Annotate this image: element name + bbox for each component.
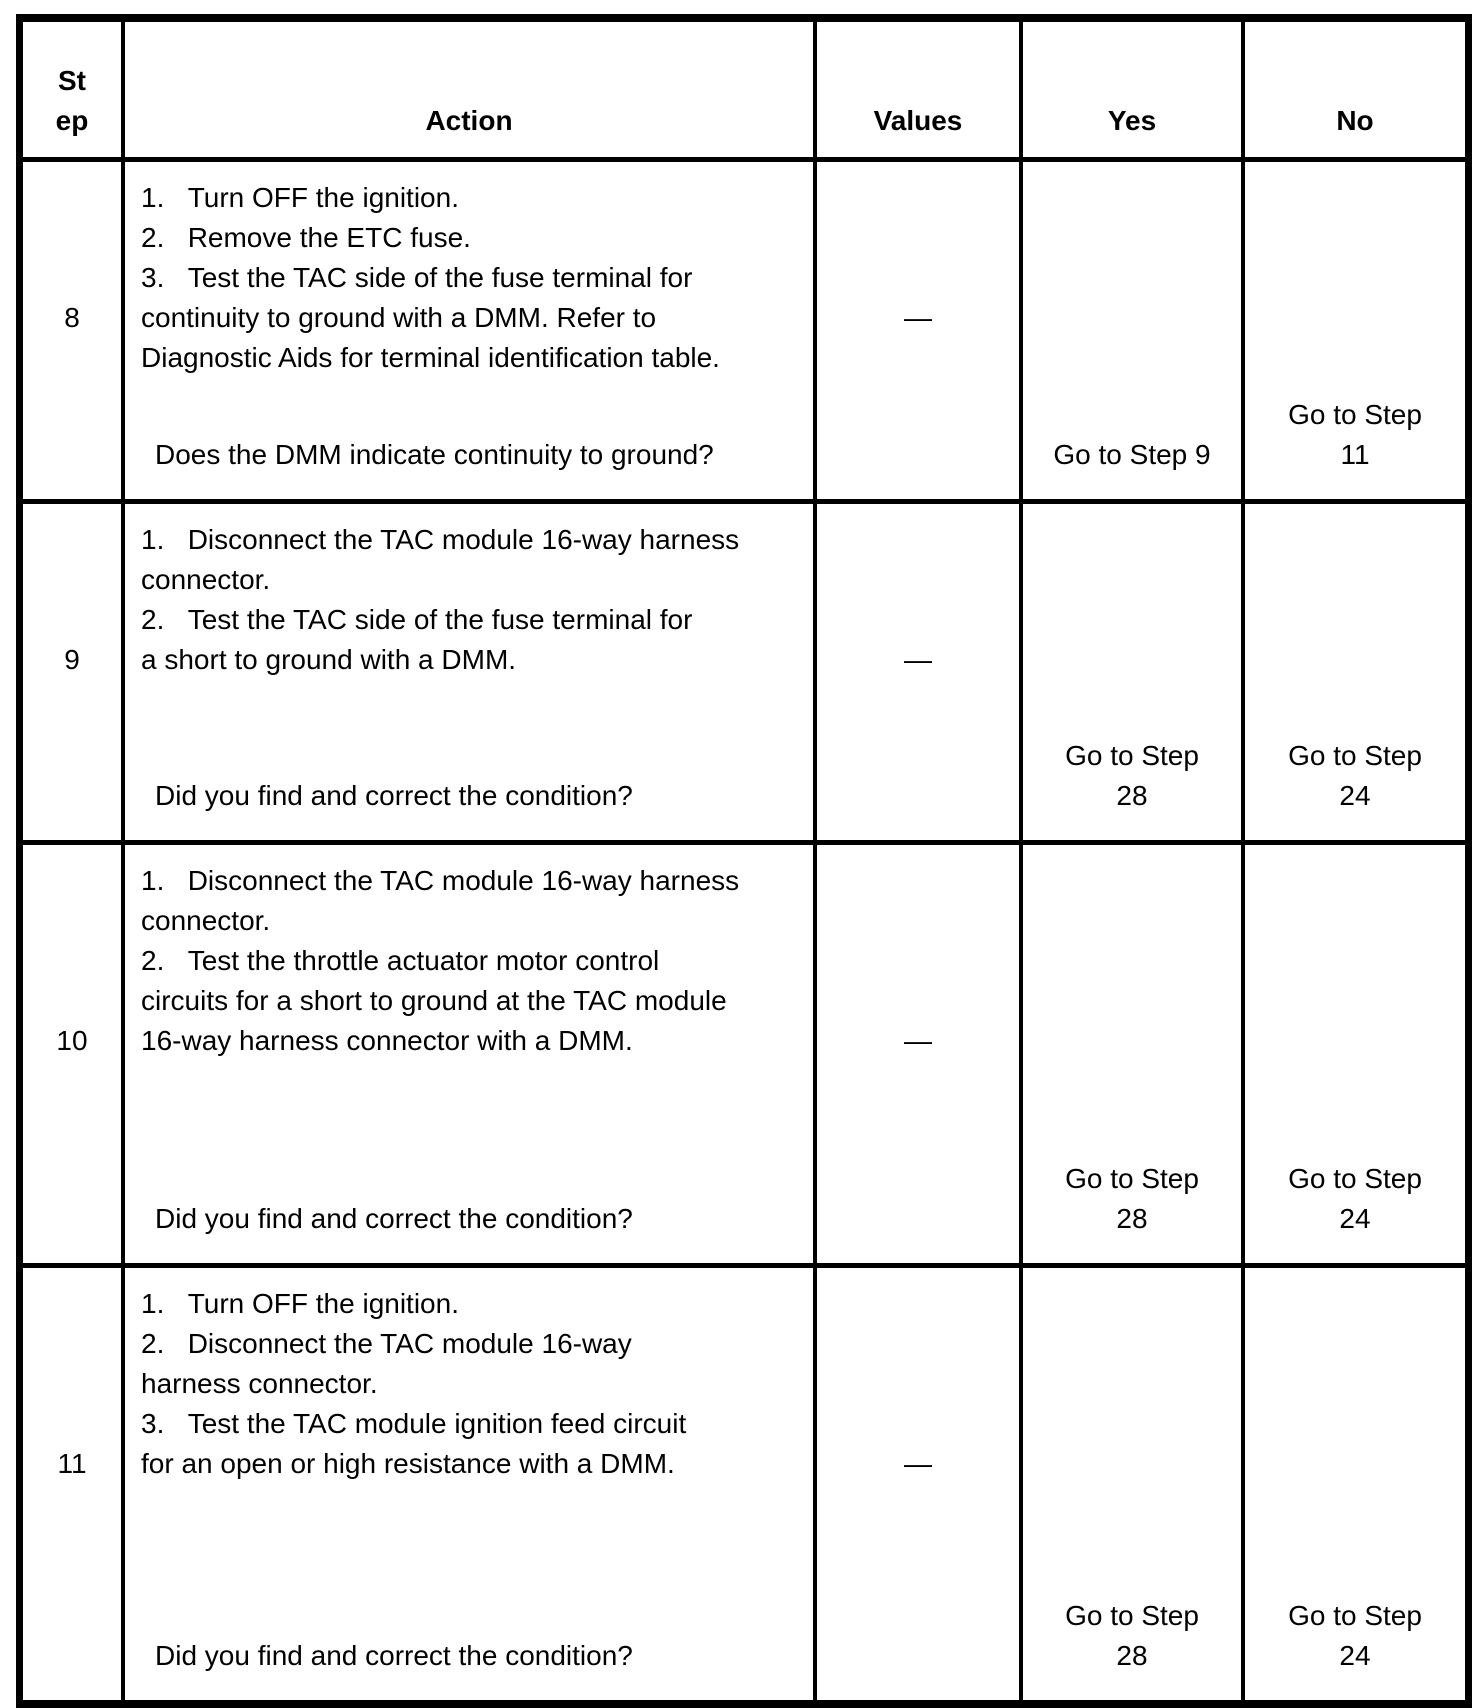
action-line: 2. Test the throttle actuator motor control bbox=[141, 945, 660, 976]
header-action: Action bbox=[125, 22, 817, 157]
goto-line: 11 bbox=[1340, 439, 1370, 470]
yes-cell bbox=[1023, 1268, 1245, 1700]
values-cell bbox=[817, 1268, 1023, 1700]
yes-cell bbox=[1023, 504, 1245, 840]
values-dash: — bbox=[904, 1448, 932, 1479]
yes-cell bbox=[1023, 162, 1245, 499]
goto-line: Go to Step bbox=[1288, 399, 1422, 430]
table-row-step-10 bbox=[23, 845, 1465, 1268]
header-no: No bbox=[1336, 105, 1374, 136]
goto-line: 28 bbox=[1116, 1203, 1148, 1234]
no-cell bbox=[1245, 162, 1465, 499]
action-line: harness connector. bbox=[141, 1368, 378, 1399]
table-header-row bbox=[23, 22, 1465, 162]
spacer bbox=[141, 1061, 795, 1199]
action-line: 16-way harness connector with a DMM. bbox=[141, 1025, 633, 1056]
yes-cell bbox=[1023, 845, 1245, 1263]
header-step-line1: St bbox=[58, 65, 86, 96]
header-step bbox=[23, 22, 125, 157]
action-cell bbox=[125, 845, 817, 1263]
action-cell bbox=[125, 504, 817, 840]
action-cell bbox=[125, 162, 817, 499]
header-yes: Yes bbox=[1023, 22, 1245, 157]
step-number: 9 bbox=[23, 504, 125, 840]
action-question: Did you find and correct the condition? bbox=[155, 780, 633, 811]
action-line: 3. Test the TAC side of the fuse terminal for bbox=[141, 262, 693, 293]
action-line: 2. Disconnect the TAC module 16-way bbox=[141, 1328, 632, 1359]
action-cell bbox=[125, 1268, 817, 1700]
diagnostic-table bbox=[16, 14, 1472, 1708]
action-question: Does the DMM indicate continuity to ground? bbox=[155, 439, 714, 470]
goto-line: Go to Step bbox=[1288, 1600, 1422, 1631]
action-line: connector. bbox=[141, 564, 271, 595]
action-line: 2. Test the TAC side of the fuse terminal for bbox=[141, 604, 693, 635]
action-line: 3. Test the TAC module ignition feed circuit bbox=[141, 1408, 687, 1439]
goto-line: Go to Step 9 bbox=[1053, 439, 1211, 470]
spacer bbox=[141, 1484, 795, 1636]
values-cell bbox=[817, 504, 1023, 840]
values-cell bbox=[817, 845, 1023, 1263]
table-row-step-9 bbox=[23, 504, 1465, 845]
action-line: 2. Remove the ETC fuse. bbox=[141, 222, 471, 253]
goto-line: 28 bbox=[1116, 780, 1148, 811]
table-row-step-11 bbox=[23, 1268, 1465, 1700]
action-line: for an open or high resistance with a DMM. bbox=[141, 1448, 675, 1479]
action-line: 1. Disconnect the TAC module 16-way harness bbox=[141, 524, 740, 555]
step-number: 11 bbox=[23, 1268, 125, 1700]
no-cell bbox=[1245, 504, 1465, 840]
header-values: Values bbox=[817, 22, 1023, 157]
values-dash: — bbox=[904, 302, 932, 333]
goto-line: Go to Step bbox=[1288, 740, 1422, 771]
action-line: circuits for a short to ground at the TAC module bbox=[141, 985, 727, 1016]
action-line: 1. Turn OFF the ignition. bbox=[141, 1288, 459, 1319]
no-cell bbox=[1245, 845, 1465, 1263]
action-line: 1. Disconnect the TAC module 16-way harness bbox=[141, 865, 740, 896]
spacer bbox=[141, 378, 795, 435]
action-line: a short to ground with a DMM. bbox=[141, 644, 517, 675]
action-line: 1. Turn OFF the ignition. bbox=[141, 182, 459, 213]
spacer bbox=[141, 680, 795, 776]
action-line: continuity to ground with a DMM. Refer to bbox=[141, 302, 657, 333]
step-number: 10 bbox=[23, 845, 125, 1263]
table-row-step-8 bbox=[23, 162, 1465, 504]
step-number: 8 bbox=[23, 162, 125, 499]
goto-line: 24 bbox=[1339, 1203, 1371, 1234]
action-question: Did you find and correct the condition? bbox=[155, 1640, 633, 1671]
values-dash: — bbox=[904, 1025, 932, 1056]
goto-line: 28 bbox=[1116, 1640, 1148, 1671]
goto-line: Go to Step bbox=[1065, 740, 1199, 771]
values-cell bbox=[817, 162, 1023, 499]
values-dash: — bbox=[904, 644, 932, 675]
no-cell bbox=[1245, 1268, 1465, 1700]
action-line: connector. bbox=[141, 905, 271, 936]
goto-line: Go to Step bbox=[1065, 1163, 1199, 1194]
action-question: Did you find and correct the condition? bbox=[155, 1203, 633, 1234]
header-step-line2: ep bbox=[55, 105, 89, 136]
goto-line: 24 bbox=[1339, 780, 1371, 811]
action-line: Diagnostic Aids for terminal identification table. bbox=[141, 342, 720, 373]
goto-line: Go to Step bbox=[1288, 1163, 1422, 1194]
goto-line: Go to Step bbox=[1065, 1600, 1199, 1631]
goto-line: 24 bbox=[1339, 1640, 1371, 1671]
